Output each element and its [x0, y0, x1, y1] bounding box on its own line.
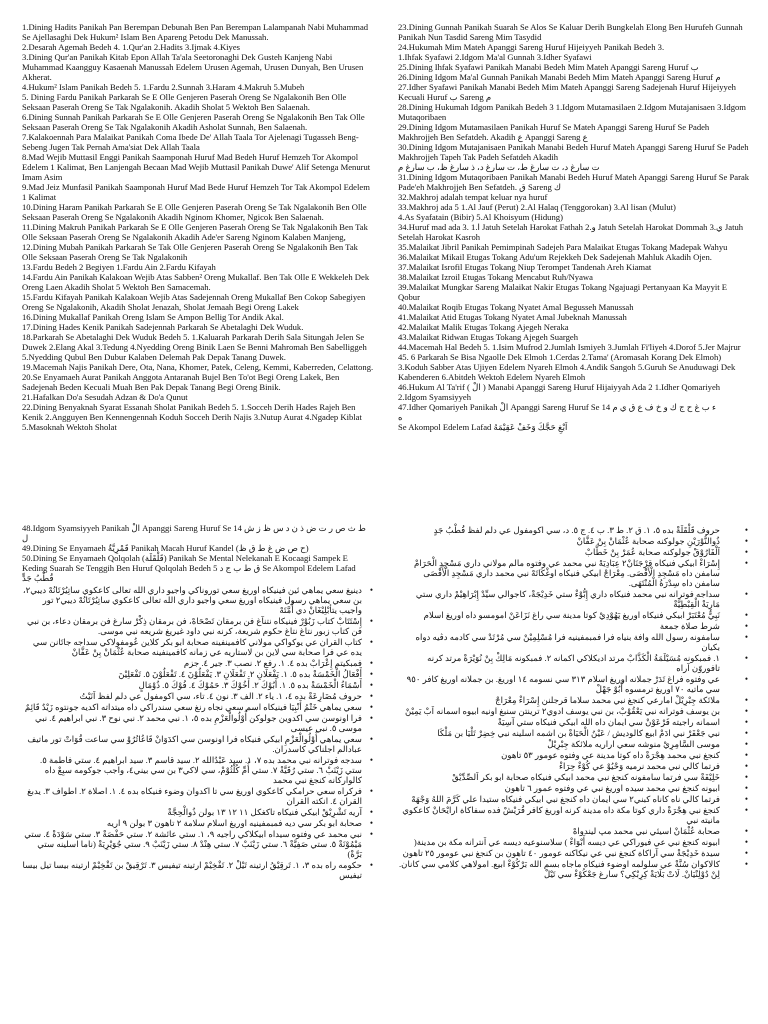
arabic-bullet-item: • شرط صلاة جمعة — [398, 621, 720, 631]
arabic-bullet-item: • سامفونه رسول الله وافة بنياه فرا فمبمفينيه فرا مُسْلِمِيْنْ سي مُرْتَدْ سي كادمه دڤيه دواه بكيان — [398, 632, 720, 652]
arabic-bullet-item: • ١. فمبكونه مُسَيْلَمَةُ الْكَذَّابْ مرتد اديكلاكي اكمانه ٢. فمبكونه مَالِكْ بِنْ نُوَيْرَةْ مرتد كرنه تافوروّن آراه — [398, 653, 720, 673]
note-item: 41.Malaikat Atid Etugas Tokang Nyatet Amal Jubeknah Manussah — [398, 312, 627, 322]
note-item: 21.Hafalkan Do'a Sesudah Adzan & Do'a Qunut — [22, 392, 188, 402]
note-item: 36.Malaikat Mikail Etugas Tokang Adu'um Rejekkeh Dek Sadejenah Mahluk Akadih Ojen. — [398, 252, 712, 262]
bottom-right-column — [398, 523, 750, 1013]
note-item: 49.Dining Se Enyamaeh قَمْرِيَّةٌ Panikah Macah Huruf Kandel (ح ص ض غ ط ق ظ) — [22, 543, 309, 553]
note-item: 45. 6 Parkarah Se Bisa Ngaolle Dek Elmoh 1.Cerdas 2.Tama' (Aromasah Korang Dek Elmoh) 3.Koduh Sabber Atas Ujiyen Edelem Nyareh Elmoh 4.Andik Sangoh 5.Guruh Se Anuduwagi Dek Kabenderen 6.Abitdeh Wektoh Edelem Nyareh Elmoh — [398, 352, 736, 382]
note-item: 22.Dining Benyaknah Syarat Essanah Sholat Panikah Bedeh 5. 1.Socceh Derih Hades Rajeh Ben Kenik 2.Angguyen Ben Kennengennah Koduh Socceh Derih Najis 3.Nutup Aurat 4.Ngadep Kiblat 5.Masoknah Wektoh Sholat — [22, 402, 362, 432]
note-item: 19.Macemah Najis Panikah Dere, Ota, Nana, Khomer, Patek, Celeng, Kemmi, Kaberreden, Celattong. — [22, 362, 374, 372]
note-item: 10.Dining Haram Panikah Parkarah Se E Olle Genjeren Paserah Oreng Se Tak Ngalakonih Ben Olle Seksaan Paserah Oreng Se Ngalakonih Akadih Nginom Khomer, Ngicok Ben Salaenah. — [22, 202, 367, 222]
arabic-bullet-item: • حروف قَلْقَلَةْ بده ٥، ١. ق ٢. ط ٣. ب ٤. ج ٥. د، سي اكومفول عي دلم لفظ قُطْبُ جَدٍ — [398, 525, 720, 535]
arabic-bullet-item: • نبي جَعْفَرْ نبي ادَمْ ابيع كالوديش / عَيْنُ الْحَيَاةْ بن اشمه اسلينه نبي خِضِرْ تَلْيَا بن مَلْكَا — [398, 728, 720, 738]
arabic-bullet-item: • ابيونه كنجغ نبي عي فيوراكي عي ديسه أَبْوَاءْ ) سلاسنوعيه ديسه عي اَنترانه مكة بن مدينة( — [398, 837, 720, 847]
arabic-bullet-item: • دينيغ سعي يماهي ئين فينيكاه اوريغ سعي توروناكي واجيو داري الله تعالى كاعكوي ساتِيُرْتَانُهْ ديبي٢، بن سعي يماهي رسول فينيكاه اوريغ سعي واجيو داري الله تعالى كاعكوي ساتِيُرْتَانُهْ ديبي٢ تور واجيب يتأبْلِيْغَانْ دي أُمَّتَهْ — [22, 585, 362, 615]
arabic-bullet-item: • إِسْتَتَابْ كتاب زَبُوْرْ فينيكاه نتنآغ فن برمقان تَصْحَاهْ، فن برمقان ذِكْرْ سارغ فن برمقان دعاء، بن نبي فن كتاب زبور نتاغ نتاغ حكوم شريعة، كرنه نبي داود غيريغ شريعه نبي موسى. — [22, 616, 362, 636]
note-item: 11.Dining Makruh Panikah Parkarah Se E Olle Genjeren Paserah Oreng Se Tak Ngalakonih Ben Tak Olle Seksaan Paserah Oreng Se Ngalakonih Akadih Ade'er Sareng Nginom Kalaben Manjeng, — [22, 222, 368, 242]
arabic-bullet-item: • سعي يماهي خَتْمُ أَنْبِيَا فينيكاه اسم سعي نجاه رنغ سعي سندراكي داه ميتداته اكديه جونتوه زَيْدٌ قَائِمٌ — [22, 702, 362, 712]
note-item: 13.Fardu Bedeh 2 Begiyen 1.Fardu Ain 2.Fardu Kifayah — [22, 262, 216, 272]
note-item: 30.Dining Idgom Mutajanisaen Panikah Manabi Bedeh Huruf Mateh Apanggi Sareng Huruf Se Padeh Makhrojjeh Tapeh Tak Padeh Sefatdeh Akadih — [398, 142, 749, 162]
arabic-bullet-item: • كنجغ نبي محمد هِجْرَةْ داه كوتا مدينة عي وفتوه عومور ٥٣ تاهون — [398, 750, 720, 760]
arabic-bullet-item: • نبي محمد عي وفتوه سيداه ابيكلاكي راجيه ٩، ١. ستي عائشة ٢. ستي حَفْصَةْ ٣. ستي سَوْدَةْ ٤. ستي مَيْمُوْنَةْ ٥. ستي صَفِيَّةْ ٦. ستي زَيْنَبْ ٧. ستي هِنْدْ ٨. ستي زَيْنَبْ ٩. ستي جُوَيْرِيَةْ (ناما اسلينه ستي بَرَّةْ) — [22, 829, 362, 859]
arabic-bullet-item: • صحابة ابو بكر سي ديه فمبمفينيه اوريغ اسلام سلامة ٢ تاهون ٣ بولن ٩ اريه — [22, 818, 362, 828]
note-item: 39.Malaikat Mungkar Sareng Malaikat Nakir Etugas Tokang Ngajuagi Pertanyaan Ka Mayyit E Qobur — [398, 282, 728, 302]
arabic-bullet-item: • فمبكيتم إِعْرَابْ بده ٤. ١. رفع ٢. نصب ٣. جير ٤. جزم — [22, 658, 362, 668]
note-item: 24.Hukumah Mim Mateh Apanggi Sareng Huruf Hijeiyyeh Panikah Bedeh 3. — [398, 42, 665, 52]
bottom-left-latin-notes — [22, 523, 374, 583]
arabic-bullet-item: • ملائكة جِبْرِيْلْ امارعي كنجغ نبي محمد سلاما قرجلنن إِسْرَاءْ مِعْرَاجْ — [398, 695, 720, 705]
arabic-bullet-item: • سدجه فوترانه نبي محمد بده ٧، ١. سيد عَبْدُالله ٢. سيد قاسم ٣. سيد ابراهيم ٤. ستي فاطمة ٥. ستي زَيْنَبْ ٦. ستي رُقَيَّةْ ٧. ستي أُمِّ كُلْثُوْمْ، سي لاكي٣ بن سي بيني٤، واجب جوكومه سبِعْ داه كالواركانه كنجغ نبي محمد — [22, 755, 362, 785]
bottom-left-column — [22, 523, 374, 1013]
note-item: 5. Dining Fardu Panikah Parkarah Se E Olle Genjeren Paserah Oreng Se Ngalakonih Ben Olle Seksaan Paserah Oreng Se Tak Ngalakonih. Akadih Sholat 5 Wektoh Ben Salaenah. — [22, 92, 347, 112]
note-item: 29.Dining Idgom Mutamasilaen Panikah Huruf Se Mateh Apanggi Sareng Huruf Se Padeh Makhrojjeh Ben Sefatdeh. Akadih ع Apanggi Sareng ع — [398, 122, 710, 142]
arabic-bullet-item: • آريه تَشْرِيْقْ ابيكي فنيكاه تاكغكل ١١ ١٢ ١٣ بولن ذُوالْحِجَّةْ — [22, 807, 362, 817]
arabic-bullet-item: • فرتما كالي نبي محمد نرميه وَحْيُوْ عي كُوْءْ حِرَاءْ — [398, 761, 720, 771]
note-item: Se Akompol Edelem Lafad اَبْغِ حَجَّكَ وَخَفْ عَقِيْمَهُ — [398, 422, 568, 432]
arabic-bullet-item: • فرا اونوسن سي اكدوين جولوكن أُوْلُوالْعَزْمِ بده ٥، ١. نبي محمد ٢. نبي نوح ٣. نبي ابراهيم ٤. نبي موسى ٥. نبي عيسى — [22, 713, 362, 733]
arabic-bullet-item: • نَبِيٌّ مُعْتَبَرْ ابيكي فنيكاه اوريغ يَهُوْدِيْ كوتا مدينة سي راغ نَزَاعَنْ امومسو داه اوريغ اسلام — [398, 610, 720, 620]
note-item: 48.Idgom Syamsiyyeh Panikah الْ Apanggi Sareng Huruf Se 14 ط ث ص ر ت ض ذ ن د س ظ ز ش ل — [22, 523, 366, 543]
note-item: 27.Idher Syafawi Panikah Manabi Bedeh Mim Mateh Apanggi Sareng Sadejenah Huruf Hijeiyyeh Kecuali Huruf ب Sareng م — [398, 82, 736, 102]
note-item: 20.Se Enyamaeh Aurat Panikah Anggota Antaranah Bujel Ben To'ot Begi Oreng Lakek, Ben Sadejenah Beden Kecuali Muah Ben Pak Depak Tanang Begi Oreng Binik. — [22, 372, 340, 392]
note-item: 43.Malaikat Ridwan Etugas Tokang Ajegeh Suargeh — [398, 332, 578, 342]
arabic-bullet-item: • كنجغ نبي هِجْرَةْ داري كوتا مكة داه مدينة كرنه اوريغ كافر قُرَيْشْ فده سفاكاة ارايْحَانْ كاعكوي مانيته نبي — [398, 805, 720, 825]
arabic-bullet-item: • حكومه راه بده ٣، ١. تَرقِيْقُ ارتينه تَيْلْ ٢. تَفْخِيْمْ ارتينه تيفيس ٣. تَرْقِيقْ بن تَفْخِيْمْ ارتينه بيسا تيل بيسا تيفيس — [22, 860, 362, 880]
arabic-bullet-item: • إِسْرَاءْ ابيكي فنيكاه قرْجَنَانْ٢ عِبَادِيَهْ نبي محمد عي وفتوه مالم مولاني داري مَسْجِدِ الْحَرَامْ سامفن داه مَسْجِدِ الْأَقْصَى. مِعْرَاجْ ابيكي فنيكاه اوغْكَاتَهْ نبي محمد داري مَسْجِدِ الْأَقْصَى سامفن داه سِدْرَةُ الْمُنْتَهَى. — [398, 558, 720, 588]
note-item: 37.Malaikat Isrofil Etugas Tokang Niup Terompet Tandenah Areh Kiamat — [398, 262, 652, 272]
arabic-bullet-item: • موسى السَّامِرِيْ منوشه سعي اراريه ملائكة جِبْرِيْلْ — [398, 739, 720, 749]
arabic-bullet-item: • أَسْمَاءُ الْخَمْسَةْ بده ٥. ١. أَبُوْكَ ٢. أَخُوْكَ ٣. حَمُوْكَ ٤. فُوْكَ ٥. ذُوْمَالٍ — [22, 680, 362, 690]
arabic-bullet-item: • سعي يماهي أُوْلُوالْعَزْمِ ابيكي فنيكاه فرا اونوسن سي اكدَوَانْ قَاعُاتُرُوْ سي ساعت قُوَاتْ تور ماتيف عبادالم اجلناكي كاسدران. — [22, 734, 362, 754]
arabic-bullet-item: • اَلْفَارُوْقْ جولوكنه صحابة عُمَرْ بِنْ خَطَّابْ — [398, 547, 720, 557]
note-item: 3.Dining Qur'an Panikah Kitab Epon Allah Ta'ala Seetoronaghi Dek Gusteh Kanjeng Nabi Muhammad Kaangguy Kasaenah Manussah Edelem Urusen Agemah, Urusen Dunyah, Ben Urusen Akherat. — [22, 52, 364, 82]
note-item: 1.Dining Hadits Panikah Pan Berempan Debunah Ben Pan Berempan Lalampanah Nabi Muhammad Se Ajellasaghi Dek Hukum² Islam Ben Apareng Petodu Dek Manussah. — [22, 22, 369, 42]
note-item: 31.Dining Idgom Mutaqoribaen Panikah Manabi Bedeh Huruf Mateh Apanggi Sareng Huruf Se Parak Pade'eh Makhrojjeh Ben Sefatdeh. ق Sareng ك — [398, 172, 750, 192]
note-item: 4.As Syafatain (Bibir) 5.Al Khoisyum (Hidung) — [398, 212, 563, 222]
arabic-bullet-item: • ابيونه كنجغ نبي محمد سيده اوريغ نبي عي وفتوه عمور ٦ تاهون — [398, 783, 720, 793]
note-item: 18.Parkarah Se Abetalaghi Dek Wuduk Bedeh 5. 1.Kaluarah Parkarah Derih Sala Situngah Jelen Se Duwek 2.Elang Akal 3.Tedung 4.Nyedding Oreng Binik Laen Se Benni Mahromah Ben Sabelliggeh 5.Nyedding Qubul Ben Dubur Kalaben Delemah Pak Depak Tanang Duwek. — [22, 332, 367, 362]
note-item: 26.Dining Idgom Ma'al Gunnah Panikah Manabi Bedeh Mim Mateh Apanggi Sareng Huruf م — [398, 72, 721, 82]
note-item: 12.Dining Mubah Panikah Parkarah Se Tak Olle Genjeren Paserah Oreng Se Ngalakonih Ben Tak Olle Seksaan Paserah Oreng Se Tak Ngalakonih — [22, 242, 358, 262]
arabic-bullet-item: • حروف مُضَارِعَةْ بده ٤، ١. ياء ٢. الف ٣. نون ٤. تاء، سي اكومفول عي دلم لفظ اَنَيْتُ — [22, 691, 362, 701]
top-right-column — [398, 22, 750, 492]
note-item: 47.Idher Qomariyeh Panikah الْ Apanggi Sareng Huruf Se 14 ء ب غ ح ج ك و خ ف ع ق ي م — [398, 402, 717, 412]
arabic-bullet-item: • فركراه سعي حرامكي كاعكوي اوريغ سي تا اكدوان وضوء فنيكاه بده ٤. ١. اصلاة ٢. اطواف ٣. يدبغ القران ٤. انكته القران — [22, 786, 362, 806]
arabic-bullet-item: • كالاكوان سُنَّةْ عي سلولمه اوضوء فنيكاه ماجاه بسم الله بَرْكُوْءْ ابيع. امولاهي كلامي سي كانان. لِنْ دُوْلِنْيَانْ. لَاتْ بَلَايَةْ كِرِبْكِي؟ سارغ جَعْكُوْءْ سي تَيْلْ — [398, 859, 720, 879]
arabic-bullet-item: • سيدة خَدِيْجَةْ سي آراكاة كنجغ نبي عي نيكاكنه عومور ٤٠ تاهون بن كنجغ نبي عومور ٢٥ تاهون — [398, 848, 720, 858]
arabic-bullet-item: • عي وفتوه فراغ تَدَرْ جملانه اوريغ اسلام ٣١٣ سي نسومه ١٤ اوريغ. بن جملانه اوريغ كافر ٩٥٠ سي ماتيه ٧٠ اوريغ ترمسوه أَبُوْ جَهْلْ — [398, 674, 720, 694]
arabic-bullet-item: • ذُوالنُّوْرَيْنِ جولوكنه صحابة عُثْمَانْ بِنْ عَفَّانْ — [398, 536, 720, 546]
arabic-bullet-item: • فرتما كالي ناه كاناه كبني٢ سي ايمان داه كنجغ نبي ابيكي فنيكاه ستيدا علي كَرَّمَ اللهُ وَجْهَهْ — [398, 794, 720, 804]
note-item: 28.Dining Hukumah Idgom Panikah Bedeh 3 1.Idgom Mutamasilaen 2.Idgom Mutajanisaen 3.Idgom Mutaqoribaen — [398, 102, 746, 122]
note-item: 32.Makhroj adalah tempat keluar nya huruf — [398, 192, 548, 202]
arabic-bullet-item: • بن يوسف فوترانه نبي يَعْقُوْبْ، بن نبي يوسف ادوي٢ ترينتن سنبغ اونيه ابيوه اسمانه اَبْ يَمِيْنْ — [398, 706, 720, 716]
note-item: ه — [398, 412, 403, 422]
note-item: 17.Dining Hades Kenik Panikah Sadejennah Parkarah Se Abetalaghi Dek Wuduk. — [22, 322, 304, 332]
note-item: 1.Ihfak Syafawi 2.Idgom Ma'al Gunnah 3.Idher Syafawi — [398, 52, 592, 62]
bottom-left-arabic-list — [22, 585, 374, 880]
bottom-right-arabic-list — [398, 525, 750, 879]
note-item: 46.Hukum Al Ta'rif ( الْ ) Manabi Apanggi Sareng Huruf Hijaiyyah Ada 2 1.Idher Qomariyeh 2.Idgom Syamsiyyeh — [398, 382, 721, 402]
arabic-bullet-item: • خَلِيْفَةْ سي فرتما سامفونه كنجغ نبي محمد ابيكي فنيكاه صحابة ابو بكر اَلصِّدِّيْقْ — [398, 772, 720, 782]
arabic-bullet-item: • اسمانه راجيته فَرْعَوْنْ سي ايمان داه الله ابيكي فنيكاه ستي آسِيَةْ — [398, 717, 720, 727]
note-item: 15.Fardu Kifayah Panikah Kalakoan Wejib Atas Sadejennah Oreng Mukallaf Ben Cokop Sabegiyen Oreng Se Ngalakonih, Akadih Sholat Jenazah, Sholat Jemaah Begi Oreng Lakek — [22, 292, 366, 312]
note-item: 40.Malaikat Roqib Etugas Tokang Nyatet Amal Begusseh Manussah — [398, 302, 634, 312]
note-item: 7.Kalakoennah Para Malaikat Panikah Coma Ibede De' Allah Taala Tor Ajelenagi Tugasseh Beng-Sebeng Jugen Tak Pernah Ama'siat Dek Allah Taala — [22, 132, 359, 152]
note-item: 42.Malaikat Malik Etugas Tokang Ajegeh Neraka — [398, 322, 569, 332]
note-item: 44.Macemah Hal Bedeh 5. 1.Isim Mufrod 2.Jumlah Ismiyeh 3.Jumlah Fi'liyeh 4.Dorof 5.Jer Majrur — [398, 342, 741, 352]
note-item: 34.Huruf mad ada 3. 1.ا Jatuh Setelah Harokat Fathah 2.و Jatuh Setelah Harokat Dommah 3.ي Jatuh Setelah Harokat Kasroh — [398, 222, 744, 242]
arabic-bullet-item: • صحابة عُثْمَانْ اسيئي نبي محمد مپ ليندواهْ — [398, 826, 720, 836]
note-item: 50.Dining Se Enyamaeh Qolqolah (قَلْقَلَة) Panikah Se Mental Nelekanah E Kocaagi Sampek E Keding Suarah Se Tenggih Ben Huruf Qolqolah Bedeh 5 ق ط ب ج د Se Akompol Edelem Lafad قُطْبُ جَدٍّ — [22, 553, 356, 583]
note-item: 25.Dining Ihfak Syafawi Panikah Manabi Bedeh Mim Mateh Apanggi Sareng Huruf ب — [398, 62, 699, 72]
note-item: 2.Desarah Agemah Bedeh 4. 1.Qur'an 2.Hadits 3.Ijmak 4.Kiyes — [22, 42, 241, 52]
note-item: 6.Dining Sunnah Panikah Parkarah Se E Olle Genjeren Paserah Oreng Se Ngalakonih Ben Tak Olle Seksaan Paserah Oreng Se Tak Ngalakonih Akadih Asholat Sunnah, Ben Salaenah. — [22, 112, 365, 132]
note-item: 9.Mad Jeiz Munfasil Panikah Saamponah Huruf Mad Bede Huruf Hemzeh Tor Tak Akompol Edelem 1 Kalimat — [22, 182, 370, 202]
note-item: 23.Dining Gunnah Panikah Suarah Se Alos Se Kaluar Derih Bungkelah Elong Ben Hurufeh Gunnah Panikah Nun Tasdid Sareng Mim Tasydid — [398, 22, 743, 42]
note-item: 38.Malaikat Izroil Etugas Tokang Mencabut Ruh/Nyawa — [398, 272, 593, 282]
arabic-bullet-item: • كتاب القران عي يوكواكي مولاني كافمينفينه صحابة ابو بكر كلاين عُومفولاكي سداجه جاتَانن سي يده عي فرا صحابة سي لاين بن لاستاريه عي زمانه كافمينفينه صحابة عُثْمَانْ بِنْ عَفَّانْ — [22, 637, 362, 657]
note-item: 33.Makhroj ada 5 1.Al Jauf (Perut) 2.Al Halaq (Tenggorokan) 3.Al lisan (Mulut) — [398, 202, 676, 212]
note-item: 16.Dining Mukallaf Panikah Oreng Islam Se Ampon Bellig Tor Andik Akal. — [22, 312, 284, 322]
arabic-bullet-item: • سداجه فوترانه نبي محمد فنيكاه داري إِبُّوْءْ ستي خَدِيْجَةْ، كاجوالي سيِّدْ إِبْرَاهِيْمْ داري ستي مَارِيَةْ الْقِبْطِيَّةْ — [398, 589, 720, 609]
arabic-bullet-item: • أَفْعَالُ الْخَمْسَةْ بده ٥. ١. يَفْعَلَانِ ٢. تَفْعَلَانِ ٣. يَفْعَلُوْنَ ٤. تَفْعَلُوْنَ ٥. تَفْعَلِيْنَ — [22, 669, 362, 679]
top-left-column — [22, 22, 374, 492]
note-item: 35.Malaikat Jibril Panikah Pemimpinah Sadejeh Para Malaikat Etugas Tokang Madepak Wahyu — [398, 242, 728, 252]
note-item: 14.Fardu Ain Panikah Kalakoan Wejib Atas Sabben² Oreng Mukallaf. Ben Tak Olle E Wekkeleh Dek Oreng Laen Akadih Sholat 5 Wektoh Ben Samacemah. — [22, 272, 370, 292]
note-item: 4.Hukum² Islam Panikah Bedeh 5. 1.Fardu 2.Sunnah 3.Haram 4.Makruh 5.Mubeh — [22, 82, 305, 92]
note-item: ت سارغ د، ت سارغ ط، ت سارغ د، ذ سارغ ظ، ب سارغ م — [398, 162, 600, 172]
note-item: 8.Mad Wejib Muttasil Enggi Panikah Saamponah Huruf Mad Bedeh Huruf Hemzeh Tor Akompol Edelem 1 Kalimat, Ben Lanjengah Becaan Mad Wejib Muttasil Panikah Duwe' Alif Setenga Menurut Imam Asim — [22, 152, 371, 182]
